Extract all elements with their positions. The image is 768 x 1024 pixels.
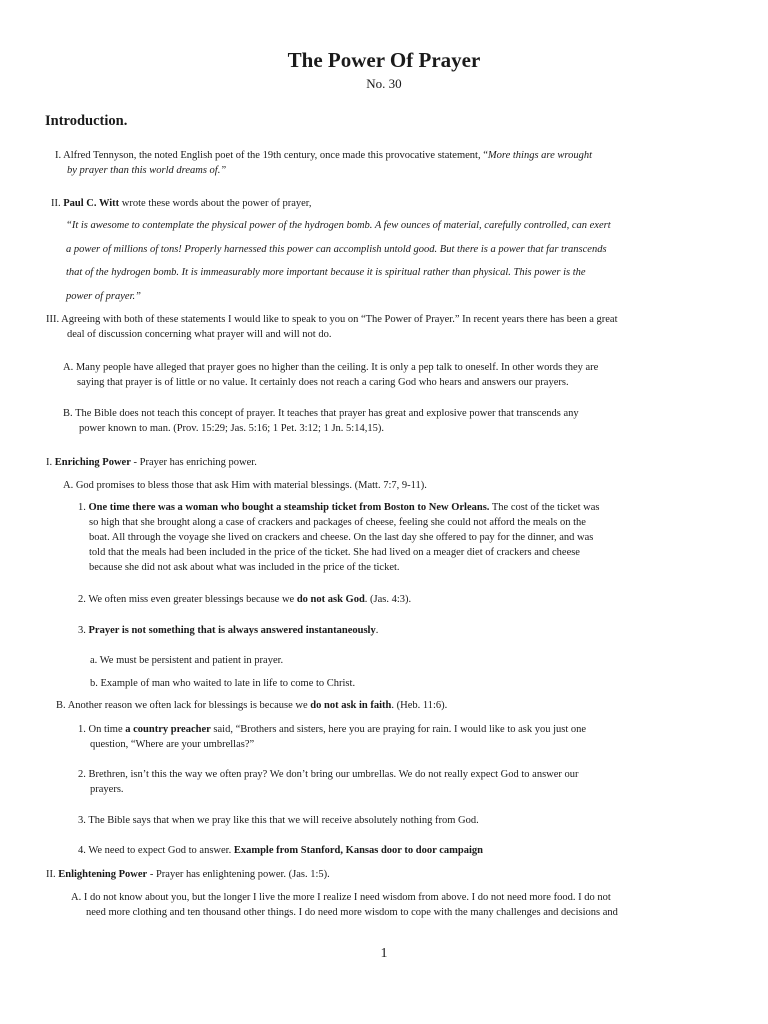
intro-point-3-line1: Agreeing with both of these statements I would like to speak to you on “The Power of Prayer.” In recent years there has been a great [61, 314, 618, 325]
section-1-a-1-line5: because she did not ask about what was included in the price of the ticket. [89, 562, 400, 573]
section-1-point-a [63, 478, 427, 493]
introduction-heading: Introduction. [45, 113, 128, 129]
section-1-b-1-text: On time [88, 724, 126, 735]
intro-point-3-label: III. [46, 314, 60, 325]
intro-point-b-line1: The Bible does not teach this concept of prayer. It teaches that prayer has great and explosive power that transcends any [75, 408, 579, 419]
section-1-b-4-bold: Example from Stanford, Kansas door to door campaign [233, 845, 483, 856]
section-1-a-1-line4: told that the meals had been included in the price of the ticket. She had lived on a meager diet of crackers and cheese [89, 547, 580, 558]
section-1-point-b-bold: do not ask in faith [310, 700, 392, 711]
section-1-a-1-rest: The cost of the ticket was [489, 502, 600, 513]
intro-point-1-text: Alfred Tennyson, the noted English poet of the 19th century, once made this provocative statement, “ [63, 150, 488, 161]
section-1-a-1-label: 1. [78, 502, 86, 513]
section-1-b-3-text: The Bible says that when we pray like this that we will receive absolutely nothing from God. [88, 815, 479, 826]
section-1-b-4 [78, 843, 483, 858]
section-1-a-1-bold: One time there was a woman who bought a steamship ticket from Boston to New Orleans. [88, 502, 490, 513]
section-1-a-3-a [90, 653, 283, 668]
section-1-a-3 [78, 623, 378, 638]
section-2-text: - Prayer has enlightening power. (Jas. 1:5). [147, 869, 330, 880]
section-2-title: Enlightening Power [58, 869, 148, 880]
document-title: The Power Of Prayer [287, 48, 481, 72]
section-1-a-3-tail: . [375, 625, 379, 636]
section-1-point-b-label: B. [56, 700, 66, 711]
section-1-a-2-bold: do not ask God [296, 594, 365, 605]
section-1-b-1-rest: said, “Brothers and sisters, here you are praying for rain. I would like to ask you just one [210, 724, 587, 735]
intro-point-1-label: I. [55, 150, 62, 161]
page-number: 1 [380, 946, 388, 961]
section-1-a-3-b [90, 676, 355, 691]
section-2-point-a [71, 890, 736, 905]
section-1-point-b-text: Another reason we often lack for blessings is because we [67, 700, 311, 711]
section-1-a-1-line2: so high that she brought along a case of crackers and packages of cheese, feeling she could not afford the meals on the [89, 517, 586, 528]
section-1-heading [46, 455, 257, 470]
section-1-label: I. [46, 457, 53, 468]
section-1-a-2-label: 2. [78, 594, 86, 605]
section-1-b-2-label: 2. [78, 769, 86, 780]
section-1-a-3-a-label: a. [90, 655, 98, 666]
section-1-a-3-b-label: b. [90, 678, 98, 689]
intro-point-3-line2: deal of discussion concerning what prayer will and will not do. [67, 329, 332, 340]
intro-point-1 [55, 148, 735, 163]
section-1-point-b-tail: . (Heb. 11:6). [391, 700, 448, 711]
witt-quote-line: “It is awesome to contemplate the physical power of the hydrogen bomb. A few ounces of material, carefully controlled, can exert [66, 220, 611, 231]
section-1-b-1-line2: question, “Where are your umbrellas?” [90, 739, 255, 750]
section-1-b-3-label: 3. [78, 815, 86, 826]
witt-quote-line: a power of millions of tons! Properly harnessed this power can accomplish untold good. But there is a power that far transcends [66, 243, 607, 255]
section-2-point-a-line1: I do not know about you, but the longer I live the more I realize I need wisdom from above. I do not need more food. I do not [83, 892, 611, 903]
section-1-point-a-text: God promises to bless those that ask Him with material blessings. (Matt. 7:7, 9-11). [75, 480, 427, 491]
section-1-a-1-line3: boat. All through the voyage she lived on crackers and cheese. On the last day she offered to pay for the dinner, and was [89, 532, 594, 543]
section-1-b-3 [78, 813, 479, 828]
intro-point-b-label: B. [63, 408, 73, 419]
section-1-a-2-tail: . (Jas. 4:3). [364, 594, 412, 605]
intro-point-2-label: II. [51, 198, 61, 209]
section-1-b-1 [78, 722, 738, 737]
section-1-a-3-b-text: Example of man who waited to late in life to come to Christ. [100, 678, 356, 689]
witt-quote [66, 214, 726, 308]
section-2-label: II. [46, 869, 56, 880]
section-1-title: Enriching Power [54, 457, 131, 468]
intro-point-2-author: Paul C. Witt [63, 198, 120, 209]
section-1-a-3-bold: Prayer is not something that is always answered instantaneously [88, 625, 376, 636]
section-1-a-1 [78, 500, 738, 515]
intro-point-a-line1: Many people have alleged that prayer goes no higher than the ceiling. It is only a pep talk to oneself. In other words they are [75, 362, 599, 373]
section-1-a-2 [78, 592, 411, 607]
section-1-a-2-text: We often miss even greater blessings because we [88, 594, 297, 605]
section-1-point-a-label: A. [63, 480, 74, 491]
section-1-b-2-line2: prayers. [90, 784, 124, 795]
document-number: No. 30 [366, 76, 402, 91]
section-1-b-1-label: 1. [78, 724, 86, 735]
intro-point-a-label: A. [63, 362, 74, 373]
section-1-b-4-label: 4. [78, 845, 86, 856]
section-2-heading [46, 867, 330, 882]
witt-quote-line: power of prayer.” [66, 290, 141, 302]
witt-quote-line: that of the hydrogen bomb. It is immeasurably more important because it is spiritual rather than physical. This power is the [66, 267, 586, 278]
intro-point-1-quote-a: More things are wrought [487, 150, 592, 161]
intro-point-3 [46, 312, 618, 327]
section-1-b-4-text: We need to expect God to answer. [88, 845, 234, 856]
section-1-a-3-a-text: We must be persistent and patient in prayer. [99, 655, 284, 666]
section-1-text: - Prayer has enriching power. [130, 457, 257, 468]
section-2-point-a-line2: need more clothing and ten thousand other things. I do need more wisdom to cope with the many challenges and decisions and [86, 907, 618, 918]
intro-point-2-text: wrote these words about the power of prayer, [119, 198, 312, 209]
section-1-a-3-label: 3. [78, 625, 86, 636]
intro-point-a-line2: saying that prayer is of little or no value. It certainly does not reach a caring God who hears and answers our prayers. [77, 377, 569, 388]
intro-point-a [63, 360, 598, 375]
section-1-point-b [56, 698, 447, 713]
intro-point-1-quote-b: by prayer than this world dreams of.” [67, 165, 227, 176]
intro-point-b [63, 406, 579, 421]
section-1-b-1-bold: a country preacher [125, 724, 211, 735]
section-1-b-2-line1: Brethren, isn’t this the way we often pray? We don’t bring our umbrellas. We do not really expect God to answer our [88, 769, 579, 780]
section-2-point-a-label: A. [71, 892, 82, 903]
section-1-b-2 [78, 767, 579, 782]
intro-point-2 [51, 196, 311, 211]
intro-point-b-line2: power known to man. (Prov. 15:29; Jas. 5:16; 1 Pet. 3:12; 1 Jn. 5:14,15). [79, 423, 384, 434]
